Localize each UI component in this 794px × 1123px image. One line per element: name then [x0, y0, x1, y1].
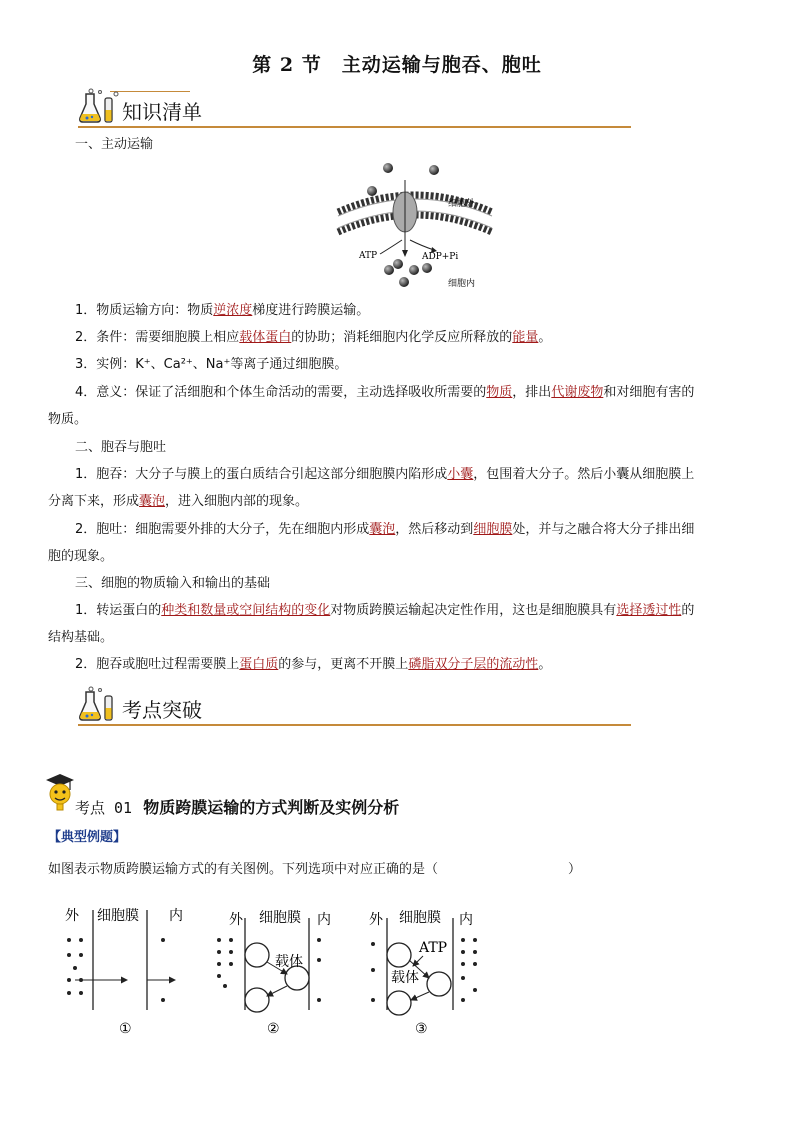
lab-flask-icon: [78, 88, 122, 126]
para-transport-protein: 1．转运蛋白的种类和数量或空间结构的变化对物质跨膜运输起决定性作用，这也是细胞膜具有选择透过性的: [75, 603, 695, 618]
svg-text:载体: 载体: [391, 970, 419, 986]
svg-text:细胞膜: 细胞膜: [399, 910, 441, 926]
svg-text:细胞膜: 细胞膜: [97, 908, 139, 924]
figure-3: [369, 910, 477, 1037]
svg-text:②: ②: [267, 1021, 280, 1037]
transport-figures: [55, 900, 495, 1040]
svg-text:外: 外: [369, 912, 383, 928]
para-endocytosis: 1．胞吞：大分子与膜上的蛋白质结合引起这部分细胞膜内陷形成小囊，包围着大分子。然后小囊从细胞膜上: [75, 467, 695, 482]
section-underline: [78, 126, 631, 128]
svg-text:③: ③: [415, 1021, 428, 1037]
heading-endocytosis: 二、胞吞与胞吐: [75, 440, 167, 455]
svg-text:①: ①: [119, 1021, 132, 1037]
para-endocytosis-cont: 分离下来，形成囊泡，进入细胞内部的现象。: [48, 494, 309, 509]
heading-active-transport: 一、主动运输: [75, 137, 154, 152]
typical-example-label: 【典型例题】: [48, 830, 127, 845]
para-significance-cont: 物质。: [48, 412, 88, 427]
svg-text:内: 内: [169, 908, 183, 924]
section-header-knowledge: [78, 88, 631, 128]
para-direction: 1．物质运输方向：物质逆浓度梯度进行跨膜运输。: [75, 303, 370, 318]
lab-flask-icon: [78, 686, 122, 724]
svg-text:外: 外: [65, 908, 79, 924]
page-title: 第 2 节 主动运输与胞吞、胞吐: [252, 54, 542, 76]
label-adp: ADP+Pi: [422, 252, 459, 262]
section-label: 知识清单: [122, 100, 202, 124]
svg-text:ATP: ATP: [419, 940, 448, 956]
para-significance: 4．意义：保证了活细胞和个体生命活动的需要，主动选择吸收所需要的物质，排出代谢废物和对细胞有害的: [75, 385, 695, 400]
para-transport-protein-cont: 结构基础。: [48, 630, 114, 645]
section-header-breakthrough: [78, 686, 631, 726]
svg-text:内: 内: [459, 912, 473, 928]
label-outside: 细胞外: [448, 199, 476, 209]
exam-point-heading: 考点 01 物质跨膜运输的方式判断及实例分析: [75, 798, 400, 817]
para-example: 3．实例：K⁺、Ca²⁺、Na⁺等离子通过细胞膜。: [75, 357, 348, 372]
svg-text:内: 内: [317, 912, 331, 928]
label-inside: 细胞内: [448, 279, 476, 289]
para-exocytosis: 2．胞吐：细胞需要外排的大分子，先在细胞内形成囊泡，然后移动到细胞膜处，并与之融合将大分子排出细: [75, 522, 695, 537]
graduate-mascot-icon: [44, 772, 76, 812]
para-exocytosis-cont: 胞的现象。: [48, 549, 114, 564]
active-transport-diagram: [330, 160, 500, 296]
para-condition: 2．条件：需要细胞膜上相应载体蛋白的协助；消耗细胞内化学反应所释放的能量。: [75, 330, 552, 345]
svg-text:外: 外: [229, 912, 243, 928]
heading-basis: 三、细胞的物质输入和输出的基础: [75, 576, 271, 591]
label-atp: ATP: [359, 251, 378, 261]
svg-text:细胞膜: 细胞膜: [259, 910, 301, 926]
section-label: 考点突破: [122, 698, 202, 722]
question-text: 如图表示物质跨膜运输方式的有关图例。下列选项中对应正确的是（ ）: [48, 862, 582, 877]
para-membrane-protein: 2．胞吞或胞吐过程需要膜上蛋白质的参与，更离不开膜上磷脂双分子层的流动性。: [75, 657, 552, 672]
figure-1: [65, 907, 183, 1037]
svg-text:载体: 载体: [275, 954, 303, 970]
section-underline: [78, 724, 631, 726]
figure-2: [217, 910, 331, 1037]
